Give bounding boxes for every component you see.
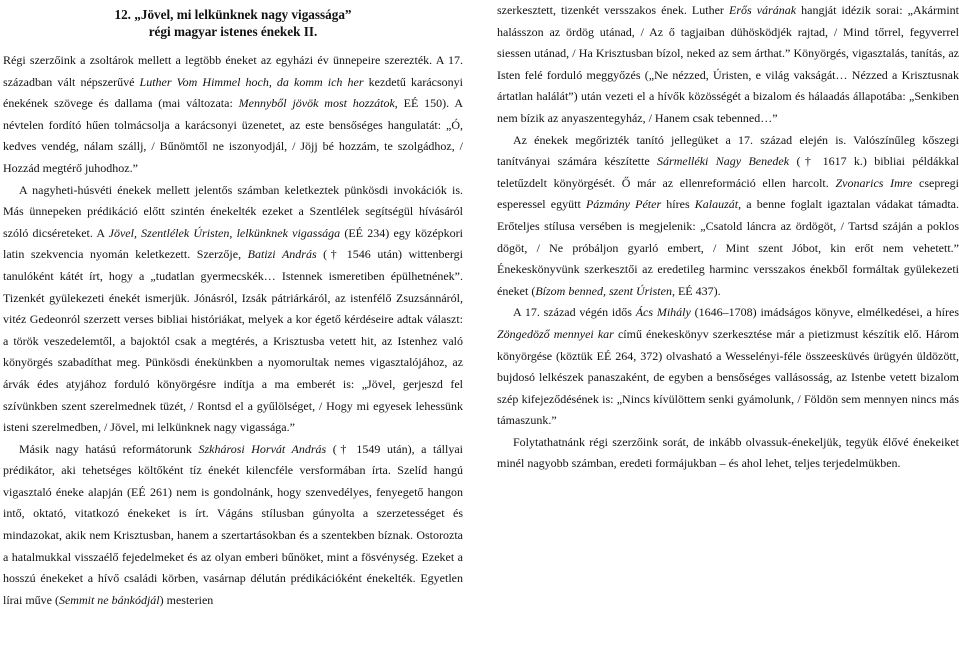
paragraph [3,180,463,439]
paragraph [497,130,959,303]
italic-text-run: Zvonarics Imre [835,175,913,190]
text-run: Régi szerzőink a zsoltárok mellett a legtöbb éneket az egyházi év ünnepeire szerezték. A 17. században vált népszerűvé [3,53,463,89]
text-run: († 1549 után), a tállyai prédikátor, aki tehetséges költőként tíz énekét kilencféle versformában írta. Szelíd hangú vigasztaló éneke alapján (EÉ 261) nem is gondolnánk, hogy szenvedélyes, fenyegető hangon intő, oktató, vitatkozó énekeket is írt. Vágáns stílusban gúnyolta a szerzetességet és mindazokat, akik nem Krisztusban, hanem a szertartásokban és a szentekben bíznak. Ostorozta a hatalmukkal visszaélő fejedelmeket és az olyan emberi bűnöket, mint a fösvénység. Ezeket a hosszú énekeket a hívő családi körben, vasárnap délután prédikációként énekelték. Egyetlen lírai műve ( [3,441,463,607]
italic-text-run: Szkhárosi Horvát András [198,441,327,456]
text-run: , EÉ 150). A névtelen fordító hűen tolmácsolja a karácsonyi üzenetet, az este bensőséges hangulatát: „Ó, kedves vendég, nálam szállj, / Bűnömtől ne iszonyodjál, / Jöjj bé hozzám, te szolgádhoz, / Hozzád megtérő juhodhoz.” [3,96,463,175]
right-body-text [497,0,959,475]
text-run: A nagyheti-húsvéti énekek mellett jelentős számban keletkeztek pünkösdi invokációk is. Más ünnepeken prédikáció előtt szintén énekelték ezeket a Szentlélek segítségül hívásáról szóló dicséreteket. A [3,182,463,240]
left-body-text [3,50,463,611]
chapter-subtitle: régi magyar istenes énekek II. [148,24,318,39]
text-run: ) mesterien [159,592,214,607]
italic-text-run: Batizi András [247,247,317,262]
italic-text-run: Luther Vom Himmel hoch, da komm ich her [139,74,364,89]
italic-text-run: Zöngedöző mennyei kar [497,326,614,341]
text-run: Folytathatnánk régi szerzőink sorát, de inkább olvassuk-énekeljük, tegyük élővé énekeiket minél nagyobb számban, eredeti formájukban – és ahol lehet, teljes terjedelmükben. [497,434,959,471]
paragraph [497,0,959,130]
text-run: kezdetű karácsonyi énekének szövege és dallama (mai változata: [3,74,463,111]
italic-text-run: Ács Mihály [635,305,691,320]
text-run: A 17. század végén idős [513,305,636,320]
chapter-title: 12. „Jövel, mi lelkünknek nagy vigassága” [114,7,352,22]
italic-text-run: Mennyből jövök most hozzátok [238,96,395,111]
paragraph [497,432,959,475]
italic-text-run: Erős várának [728,3,797,17]
italic-text-run: Kalauzát [694,197,739,212]
text-run: című énekeskönyv szerkesztése már a pietizmust készítik elő. Három könyörgése (köztük EÉ 264, 372) olvasható a Wesselényi-féle összeesküvés ürügyén üldözött, bujdosó lelkészek panaszaként, de egyben a bensőséges vallásosság, az Istenbe vetett bizalom szép kifejeződésének is: „Nincs kívülöttem senki gyámolunk, / Földön sem mennyen nincs más támaszunk.” [497,326,959,428]
paragraph [3,50,463,180]
text-run: szerkesztett, tizenkét versszakos ének. Luther [497,3,729,17]
italic-text-run: Jövel, Szentlélek Úristen, lelkünknek vigassága [108,225,341,240]
paragraph [3,439,463,612]
italic-text-run: Semmit ne bánkódjál [58,592,160,607]
text-run: Másik nagy hatású reformátorunk [19,441,199,456]
text-run: híres [661,197,695,212]
chapter-heading [3,6,463,40]
text-run: Az énekek megőrizték tanító jellegüket a 17. század elején is. Valószínűleg kőszegi tanítványai számára készítette [497,132,959,169]
text-run: († 1617 k.) bibliai példákkal teletűzdelt könyörgését. Ő már az ellenreformáció ellen harcolt. [497,154,959,190]
text-run: , EÉ 437). [671,283,721,298]
italic-text-run: Bízom benned, szent Úristen [535,283,672,298]
text-run: (1646–1708) imádságos könyve, elmélkedései, a híres [690,305,959,320]
italic-text-run: Sármelléki Nagy Benedek [657,154,790,169]
text-run: (EÉ 234) egy középkori latin szekvencia nyomán keletkezett. Szerzője, [3,225,463,262]
right-column [497,0,959,475]
left-column [3,0,463,611]
paragraph [497,302,959,432]
text-run: , a benne foglalt igaztalan vádakat támadta. Erőteljes stílusa versében is megjelenik: „Csatold láncra az ördögöt, / Tartsd száján a poklos dögöt, / Ne próbáljon gyarló embert, / Mint szent Jóbot, kin erőt nem vehetett.” Énekeskönyvünk szerkesztői az eredetileg harminc versszakos énekből formáltak gyülekezeti éneket ( [497,197,959,298]
text-run: hangját idézik sorai: „Akármint halásszon az ördög utánad, / Az ő tagjaiban dühösködjék rajtad, / Mind tőrrel, fegyverrel siessen utánad, / Ha Krisztusban bízol, neked az sem árthat.” Könyörgés, vigasztalás, tanítás, az Isten felé forduló meggyőzés („Ne nézzed, Úristen, e világ vakságát… Nézzed a Krisztusnak ártatlan halálát”) után vezeti el a hívők közösségét a bizalom és hálaadás állapotába: „Senkiben nem bízik az anyaszentegyház, / Hanem csak tebenned…” [497,3,959,125]
italic-text-run: Pázmány Péter [585,197,662,212]
text-run: († 1546 után) wittenbergi tanulóként kátét írt, hogy a „tudatlan gyermecskék… Istennek ismeretiben épülhetnének”. Tizenkét gyülekezeti énekét ismerjük. Jónásról, Izsák pátriárkáról, az istenfélő Zsuzsánnáról, vitéz Gedeonról szerzett verses bibliai históriákat, melyek a kor égető kérdéseire adtak választ: a török veszedelemtől, a bajoktól csak a megtérés, a Krisztusba vetett hit, az Istenhez való könyörgés szabadíthat meg. Pünkösdi énekünkben a nyomorultak nemes vigasztalójához, az árvák édes atyjához forduló könyörgésre indítja a ma emberét is: „Jövel, gerjeszd fel szívünkben szent szerelmednek tüzét, / Rontsd el a gyűlölséget, / Hogy mi egyesek lehessünk isteni szerelmedben, / Jövel, mi lelkünknek nagy vigassága.” [3,247,463,435]
text-run: csepregi esperessel együtt [497,175,959,212]
